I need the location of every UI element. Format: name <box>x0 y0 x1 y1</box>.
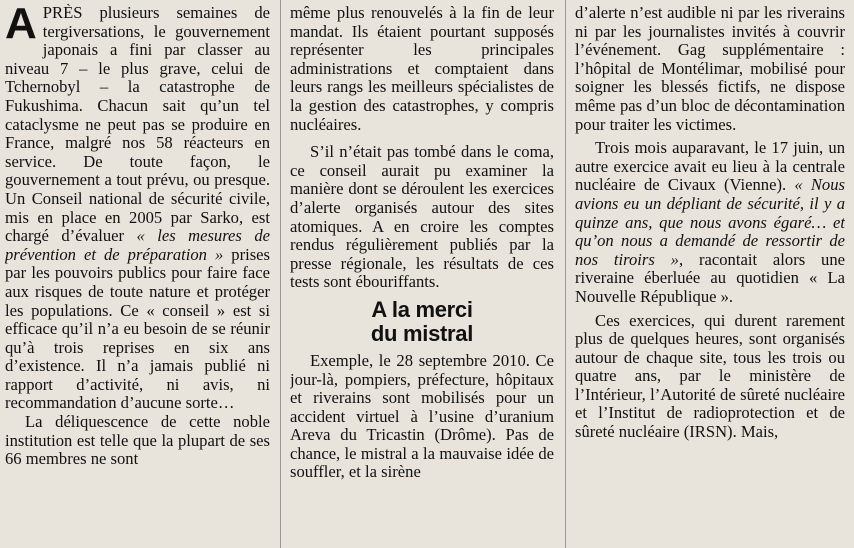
column-divider <box>565 0 566 548</box>
paragraph: même plus renouvelés à la fin de leur mandat. Ils étaient pourtant supposés représenter les principales administrations et comptaient dans leurs rangs les meilleurs spécialistes de la gestion des catastrophes, y compris nucléaires. <box>290 4 554 134</box>
column-3 <box>575 4 845 548</box>
subheading-line: A la merci <box>371 296 473 322</box>
paragraph <box>575 139 845 306</box>
paragraph-text: plusieurs semaines de tergiversations, le gouvernement japonais a fini par classer au niveau 7 – le plus grave, celui de Tchernobyl – la catastrophe de Fukushima. Chacun sait qu’un tel cataclysme ne peut pas se produire en France, malgré nos 58 réacteurs en service. De toute façon, le gouvernement a tout prévu, ou presque. Un Conseil national de sécurité civile, mis en place en 2005 par Sarko, est chargé d’évaluer <box>5 4 270 246</box>
paragraph: Ces exercices, qui durent rarement plus de quelques heures, sont organisés autour de chaque site, tous les trois ou quatre ans, par le ministère de l’Intérieur, l’Autorité de sûreté nucléaire et l’Institut de radioprotection et de sûreté nucléaire (IRSN). Mais, <box>575 310 845 442</box>
paragraph: La déliquescence de cette noble institution est telle que la plupart de ses 66 membres ne sont <box>5 412 270 469</box>
subheading-line: du mistral <box>370 320 474 346</box>
paragraph-text: prises par les pouvoirs publics pour faire face aux risques de toute nature et protéger les populations. Ce « conseil » est si efficace qu’il n’a eu besoin de se réunir qu’à trois reprises en six ans d’existence. Il n’a jamais publié ni rapport d’activité, ni avis, ni recommandation d’aucune sorte… <box>5 244 270 413</box>
column-1 <box>5 4 270 548</box>
subheading <box>290 298 554 346</box>
drop-cap: A <box>5 4 37 48</box>
column-divider <box>280 0 281 548</box>
quotation: « les mesures de prévention et de préparation » <box>5 226 270 264</box>
paragraph <box>5 4 270 413</box>
paragraph-text: Trois mois auparavant, le 17 juin, un autre exercice avait eu lieu à la centrale nucléaire de Civaux (Vienne). <box>575 138 845 195</box>
paragraph: d’alerte n’est audible ni par les riverains ni par les journalistes invités à couvrir l’événement. Gag supplémentaire : l’hôpital de Montélimar, mobilisé pour soigner les blessés fictifs, ne dispose même pas d’un bloc de décontamination pour traiter les victimes. <box>575 4 845 134</box>
lead-word: PRÈS <box>42 4 83 22</box>
quotation: « Nous avions eu un dépliant de sécurité, il y a quinze ans, que nous avons égaré… et qu’on nous a demandé de ressortir de nos tiroirs » <box>575 175 845 269</box>
paragraph-text: , racontait alors une riveraine éberluée au quotidien « La Nouvelle République ». <box>575 249 845 306</box>
paragraph: S’il n’était pas tombé dans le coma, ce conseil aurait pu examiner la manière dont se déroulent les exercices d’alerte organisés autour des sites atomiques. A en croire les comptes rendus régulièrement publiés par la presse régionale, les résultats de ces tests sont ébouriffants. <box>290 142 554 292</box>
paragraph: Exemple, le 28 septembre 2010. Ce jour-là, pompiers, préfecture, hôpitaux et riverains sont mobilisés pour un accident virtuel à l’usine d’uranium Areva du Tricastin (Drôme). Pas de chance, le mistral a la mauvaise idée de souffler, et la sirène <box>290 350 554 482</box>
column-2 <box>290 4 554 548</box>
